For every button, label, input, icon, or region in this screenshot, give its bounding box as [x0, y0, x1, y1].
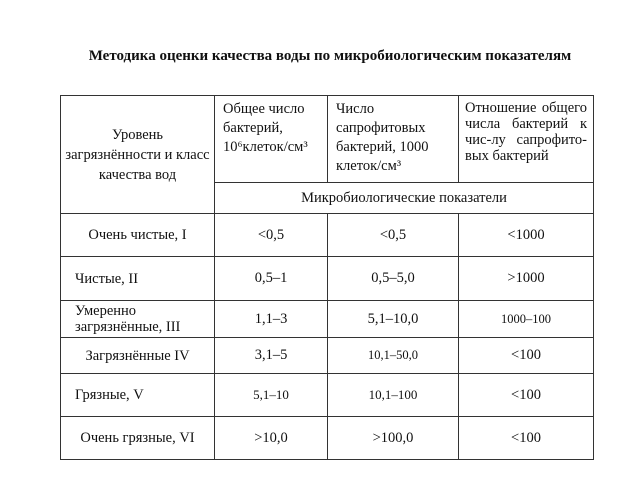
- cell-total: <0,5: [215, 214, 328, 257]
- header-total-bacteria: Общее число бактерий, 10⁶клеток/см³: [215, 96, 328, 183]
- row-level: Грязные, V: [61, 374, 215, 417]
- header-ratio: Отношение общего числа бактерий к чис-лу сапрофито-вых бактерий: [459, 96, 594, 183]
- cell-ratio: 1000–100: [459, 301, 594, 338]
- cell-saprophytic: <0,5: [328, 214, 459, 257]
- page-title: Методика оценки качества воды по микробиологическим показателям: [88, 48, 572, 64]
- cell-saprophytic: 0,5–5,0: [328, 257, 459, 301]
- cell-ratio: >1000: [459, 257, 594, 301]
- cell-total: >10,0: [215, 417, 328, 460]
- cell-total: 1,1–3: [215, 301, 328, 338]
- table-row: [61, 257, 594, 301]
- cell-saprophytic: 5,1–10,0: [328, 301, 459, 338]
- cell-ratio: <100: [459, 338, 594, 374]
- cell-total: 3,1–5: [215, 338, 328, 374]
- table-row: [61, 417, 594, 460]
- row-level: Очень чистые, I: [61, 214, 215, 257]
- row-level: Чистые, II: [61, 257, 215, 301]
- cell-ratio: <100: [459, 417, 594, 460]
- water-quality-table: [60, 95, 594, 460]
- header-row: [61, 96, 594, 183]
- cell-total: 0,5–1: [215, 257, 328, 301]
- cell-ratio: <1000: [459, 214, 594, 257]
- cell-total: 5,1–10: [215, 374, 328, 417]
- cell-saprophytic: 10,1–100: [328, 374, 459, 417]
- cell-ratio: <100: [459, 374, 594, 417]
- row-level: Умеренно загрязнённые, III: [61, 301, 215, 338]
- table-row: [61, 338, 594, 374]
- table-row: [61, 301, 594, 338]
- row-level: Очень грязные, VI: [61, 417, 215, 460]
- header-saprophytic-bacteria: Число сапрофитовых бактерий, 1000 клеток/см³: [328, 96, 459, 183]
- subheader-microbiological: Микробиологические показатели: [215, 183, 594, 214]
- row-level: Загрязнённые IV: [61, 338, 215, 374]
- cell-saprophytic: 10,1–50,0: [328, 338, 459, 374]
- header-level: Уровень загрязнённости и класс качества вод: [61, 96, 215, 214]
- cell-saprophytic: >100,0: [328, 417, 459, 460]
- table-row: [61, 374, 594, 417]
- table-row: [61, 214, 594, 257]
